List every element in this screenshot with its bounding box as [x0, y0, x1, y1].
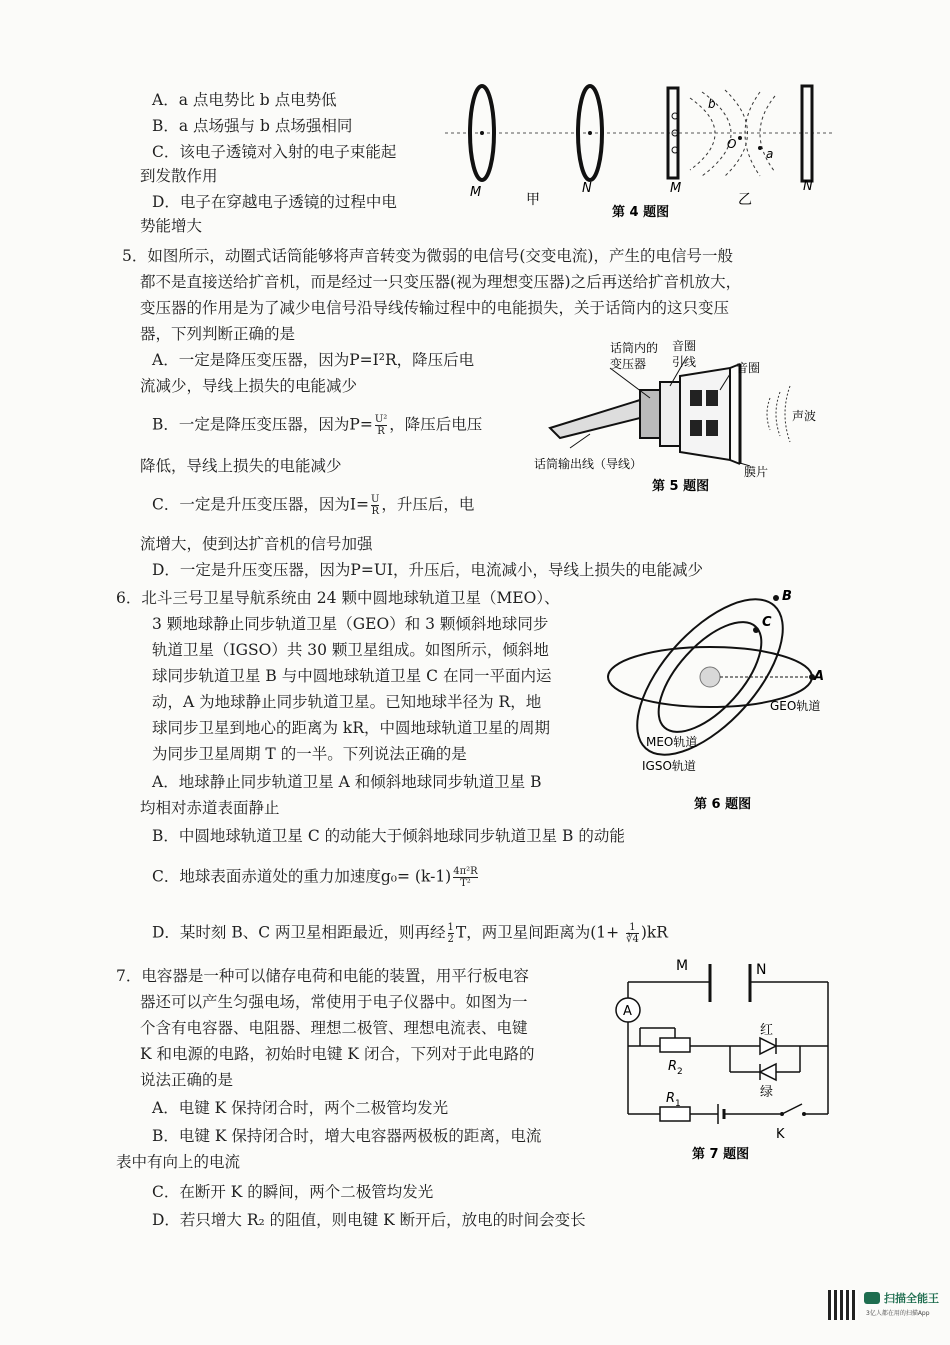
q4-option-c-cont: 到发散作用	[140, 167, 218, 185]
label-diaphragm: 膜片	[744, 465, 769, 479]
label-coil-top: 音圈	[672, 339, 697, 353]
label-m-jia: M	[470, 185, 482, 200]
q7-stem-line3: 个含有电容器、电阻器、理想二极管、理想电流表、电键	[140, 1019, 528, 1037]
q7-option-b: B．电键 K 保持闭合时，增大电容器两极板的距离，电流	[152, 1127, 542, 1145]
qr-code	[828, 1290, 858, 1320]
label-red: 红	[760, 1023, 774, 1038]
label-output-wire: 话筒输出线（导线）	[534, 457, 643, 471]
label-lead: 引线	[672, 355, 697, 369]
label-n-jia: N	[582, 181, 592, 196]
figure-4-caption: 第 4 题图	[612, 205, 670, 220]
q5-option-b: B．一定是降压变压器，因为P= $\frac{\text{U²}}{R}$ ，降压后电压	[152, 414, 483, 437]
brand-slogan: 3亿人都在用的扫描App	[866, 1310, 930, 1317]
q5-option-a: A．一定是降压变压器，因为P=I²R，降压后电	[152, 351, 475, 369]
resistor-r1	[660, 1107, 690, 1121]
label-sat-b: B	[782, 589, 792, 604]
q4-option-b: B．a 点场强与 b 点场强相同	[152, 117, 353, 135]
label-b: b	[708, 97, 716, 111]
q6-stem-line4: 球同步轨道卫星 B 与中圆地球轨道卫星 C 在同一平面内运	[152, 667, 552, 685]
satellite-b	[773, 595, 779, 601]
resistor-r2	[660, 1038, 690, 1052]
label-sat-a: A	[814, 669, 825, 684]
label-r2-sub: 2	[677, 1067, 683, 1077]
label-green: 绿	[760, 1085, 774, 1100]
cs-logo-icon	[864, 1292, 880, 1304]
q6-option-b: B．中圆地球轨道卫星 C 的动能大于倾斜地球同步轨道卫星 B 的动能	[152, 827, 625, 845]
q5-stem-line1: 5．如图所示，动圈式话筒能够将声音转变为微弱的电信号(交变电流)，产生的电信号一般	[122, 247, 733, 265]
figure-7	[610, 954, 840, 1169]
label-geo: GEO轨道	[770, 699, 821, 713]
q5-option-b-cont: 降低，导线上损失的电能减少	[140, 457, 342, 475]
q5-option-c-cont: 流增大，使到达扩音机的信号加强	[140, 535, 373, 553]
q7-stem-line5: 说法正确的是	[140, 1071, 234, 1089]
label-transformer-2: 变压器	[610, 357, 647, 371]
q4-option-d: D．电子在穿越电子透镜的过程中电	[152, 193, 397, 211]
label-sat-c: C	[762, 615, 772, 630]
q6-stem-line1: 6．北斗三号卫星导航系统由 24 颗中圆地球轨道卫星（MEO）、	[116, 589, 560, 607]
figure-5	[530, 338, 830, 498]
q6-option-a-cont: 均相对赤道表面静止	[140, 799, 280, 817]
q4-option-c: C．该电子透镜对入射的电子束能起	[152, 143, 397, 161]
label-ammeter: A	[623, 1004, 632, 1019]
q7-stem-line1: 7．电容器是一种可以储存电荷和电能的装置，用平行板电容	[116, 967, 529, 985]
q7-option-b-cont: 表中有向上的电流	[116, 1153, 241, 1171]
label-jia: 甲	[526, 192, 540, 208]
q6-option-a: A．地球静止同步轨道卫星 A 和倾斜地球同步轨道卫星 B	[152, 773, 542, 791]
label-m-yi: M	[670, 181, 682, 196]
q6-stem-line2: 3 颗地球静止同步轨道卫星（GEO）和 3 颗倾斜地球同步	[152, 615, 549, 633]
q6-stem-line5: 动，A 为地球静止同步轨道卫星。已知地球半径为 R，地	[152, 693, 542, 711]
figure-4	[440, 78, 840, 223]
q7-option-a: A．电键 K 保持闭合时，两个二极管均发光	[152, 1099, 449, 1117]
q6-stem-line7: 为同步卫星周期 T 的一半。下列说法正确的是	[152, 745, 467, 763]
brand-name: 扫描全能王	[884, 1292, 939, 1305]
transformer	[640, 390, 660, 438]
q6-option-d: D．某时刻 B、C 两卫星相距最近，则再经 $\frac{1}{2}$ T，两卫星间距离为(1+ $\frac{1}{∛4}$ )kR	[152, 922, 668, 945]
q5-stem-line2: 都不是直接送给扩音机，而是经过一只变压器(视为理想变压器)之后再送给扩音机放大，	[140, 273, 742, 291]
diode-green	[760, 1064, 776, 1080]
q7-stem-line4: K 和电源的电路，初始时电键 K 闭合，下列对于此电路的	[140, 1045, 535, 1063]
label-k: K	[776, 1127, 785, 1142]
switch-k	[782, 1104, 802, 1114]
q6-option-c: C．地球表面赤道处的重力加速度g₀= (k-1) $\frac{\text{4π²R}}{\text{T²}}$	[152, 866, 478, 889]
label-coil: 音圈	[736, 361, 761, 375]
figure-6	[600, 582, 840, 817]
label-meo: MEO轨道	[646, 735, 698, 749]
satellite-c	[753, 627, 759, 633]
label-a: a	[766, 147, 774, 161]
mic-handle	[550, 400, 640, 438]
label-m: M	[676, 958, 689, 974]
q7-option-c: C．在断开 K 的瞬间，两个二极管均发光	[152, 1183, 434, 1201]
q5-option-d: D．一定是升压变压器，因为P=UI，升压后，电流减小，导线上损失的电能减少	[152, 561, 704, 579]
label-r2: R	[668, 1059, 678, 1074]
q7-option-d: D．若只增大 R₂ 的阻值，则电键 K 断开后，放电的时间会变长	[152, 1211, 586, 1229]
label-yi: 乙	[738, 192, 752, 208]
q5-stem-line3: 变压器的作用是为了减少电信号沿导线传输过程中的电能损失，关于话筒内的这只变压	[140, 299, 730, 317]
label-n: N	[756, 962, 767, 978]
figure-6-caption: 第 6 题图	[694, 797, 752, 812]
earth	[700, 667, 720, 687]
label-transformer-1: 话筒内的	[610, 341, 659, 355]
figure-7-caption: 第 7 题图	[692, 1147, 750, 1162]
label-n-yi: N	[803, 179, 813, 194]
label-o: O	[727, 137, 737, 151]
q6-stem-line3: 轨道卫星（IGSO）共 30 颗卫星组成。如图所示，倾斜地	[152, 641, 549, 659]
label-sound-wave: 声波	[792, 409, 817, 423]
q5-option-a-cont: 流减少，导线上损失的电能减少	[140, 377, 358, 395]
label-r1-sub: 1	[675, 1099, 681, 1109]
q6-stem-line6: 球同步卫星到地心的距离为 kR，中圆地球轨道卫星的周期	[152, 719, 550, 737]
diode-red	[760, 1038, 776, 1054]
mic-head	[680, 368, 730, 460]
q5-option-c: C．一定是升压变压器，因为I= $\frac{U}{R}$ ，升压后，电	[152, 494, 475, 517]
q5-stem-line4: 器，下列判断正确的是	[140, 325, 296, 343]
figure-5-caption: 第 5 题图	[652, 479, 710, 494]
q4-option-a: A．a 点电势比 b 点电势低	[152, 91, 337, 109]
q7-stem-line2: 器还可以产生匀强电场，常使用于电子仪器中。如图为一	[140, 993, 528, 1011]
q4-option-d-cont: 势能增大	[140, 217, 203, 235]
label-r1: R	[666, 1091, 676, 1106]
label-igso: IGSO轨道	[642, 759, 696, 773]
